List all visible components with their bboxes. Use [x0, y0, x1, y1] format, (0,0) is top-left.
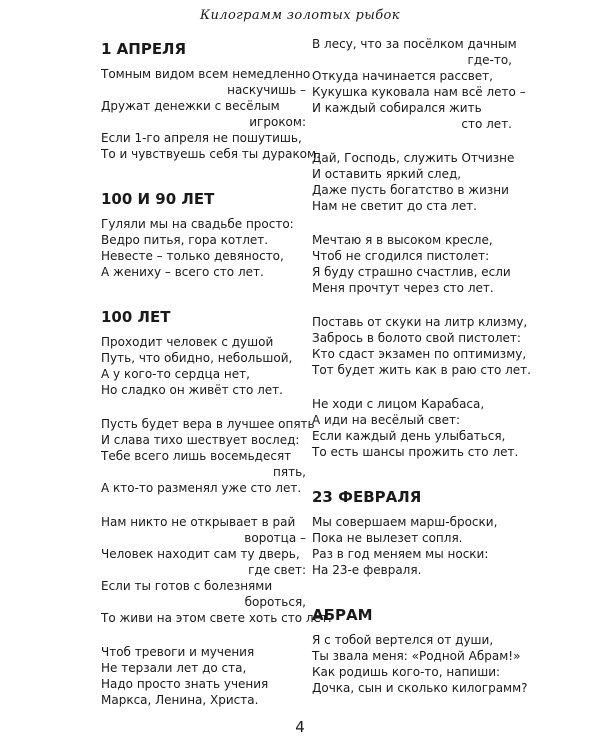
poem-line: Кто сдаст экзамен по оптимизму, [312, 347, 527, 361]
poem-line: А жениху – всего сто лет. [101, 265, 264, 279]
poem-line: Дружат денежки с весёлым [101, 99, 280, 113]
poem-line: где свет: [248, 563, 306, 577]
section-title-abram: АБРАМ [312, 606, 373, 624]
poem-line: Я с тобой вертелся от души, [312, 633, 494, 647]
poem-line: Гуляли мы на свадьбе просто: [101, 217, 294, 231]
poem-line: Тот будет жить как в раю сто лет. [312, 363, 531, 377]
poem-stanza [101, 66, 320, 162]
poem-line: И оставить яркий след, [312, 167, 462, 181]
section-title-1-aprelya: 1 АПРЕЛЯ [101, 40, 187, 58]
poem-line: Заброcь в болото свой пистолет: [312, 331, 521, 345]
poem-line: бороться, [244, 595, 306, 609]
poem-line: Путь, что обидно, небольшой, [101, 351, 293, 365]
poem-line: И каждый собирался жить [312, 101, 482, 115]
poem-line: В лесу, что за посёлком дачным [312, 37, 517, 51]
poem-line: наскучишь – [227, 83, 306, 97]
poem-line: А иди на весёлый свет: [312, 413, 461, 427]
poem-line: И слава тихо шествует вослед: [101, 433, 300, 447]
poem-line: Человек находит сам ту дверь, [101, 547, 300, 561]
poem-line: То и чувствуешь себя ты дураком. [101, 147, 320, 161]
poem-line: Пока не вылезет сопля. [312, 531, 463, 545]
poem-line: Ты звала меня: «Родной Абрам!» [312, 649, 521, 663]
poem-stanza [312, 232, 512, 296]
right-column [312, 36, 531, 714]
poem-line: Томным видом всем немедленно [101, 67, 311, 81]
poem-line: игроком: [249, 115, 306, 129]
poem-stanza [312, 36, 526, 132]
section-title-100-let: 100 ЛЕТ [101, 308, 171, 326]
poem-line: Но сладко он живёт сто лет. [101, 383, 283, 397]
poem-line: Кукушка куковала нам всё лето – [312, 85, 526, 99]
poem-stanza [312, 632, 528, 696]
poem-stanza [312, 396, 519, 460]
poem-line: Откуда начинается рассвет, [312, 69, 493, 83]
poem-line: Даже пусть богатство в жизни [312, 183, 509, 197]
left-column [101, 36, 332, 726]
poem-line: Поставь от скуки на литр клизму, [312, 315, 528, 329]
poem-stanza [101, 334, 306, 398]
poem-line: Тебе всего лишь восемьдесят [101, 449, 292, 463]
poem-stanza [312, 514, 512, 578]
poem-stanza [312, 314, 531, 378]
poem-line: На 23-е февраля. [312, 563, 422, 577]
poem-line: Маркса, Ленина, Христа. [101, 693, 259, 707]
poem-line: где-то, [467, 53, 512, 67]
poem-stanza [101, 416, 315, 496]
poem-line: Мечтаю я в высоком кресле, [312, 233, 493, 247]
poem-line: Дай, Господь, служить Отчизне [312, 151, 515, 165]
poem-line: Пусть будет вера в лучшее опять [101, 417, 315, 431]
poem-line: Если каждый день улыбаться, [312, 429, 506, 443]
poem-line: Ведро питья, гора котлет. [101, 233, 269, 247]
poem-line: Раз в год меняем мы носки: [312, 547, 489, 561]
poem-line: Я буду страшно счастлив, если [312, 265, 511, 279]
poem-line: Чтоб не сгодился пистолет: [312, 249, 490, 263]
poem-line: Как родишь кого-то, напиши: [312, 665, 501, 679]
poem-line: пять, [273, 465, 306, 479]
poem-stanza [101, 644, 306, 708]
poem-line: Меня прочтут через сто лет. [312, 281, 494, 295]
page-number: 4 [295, 718, 305, 736]
poem-line: Нам не светит до ста лет. [312, 199, 477, 213]
section-title-100-i-90-let: 100 И 90 ЛЕТ [101, 190, 215, 208]
poem-line: Чтоб тревоги и мучения [101, 645, 255, 659]
section-title-23-fevralya: 23 ФЕВРАЛЯ [312, 488, 422, 506]
poem-line: Если ты готов с болезнями [101, 579, 273, 593]
poem-line: А у кого-то сердца нет, [101, 367, 250, 381]
poem-line: Проходит человек с душой [101, 335, 274, 349]
poem-stanza [312, 150, 515, 214]
poem-line: Не терзали лет до ста, [101, 661, 247, 675]
poem-line: Надо просто знать учения [101, 677, 269, 691]
poem-line: сто лет. [461, 117, 512, 131]
poem-line: А кто-то разменял уже сто лет. [101, 481, 302, 495]
poem-line: То живи на этом свете хоть сто лет. [101, 611, 332, 625]
running-header: Килограмм золотых рыбок [200, 8, 400, 23]
poem-line: Нам никто не открывает в рай [101, 515, 296, 529]
poem-line: Мы совершаем марш-броски, [312, 515, 498, 529]
poem-line: Не ходи с лицом Карабаса, [312, 397, 485, 411]
poem-line: То есть шансы прожить сто лет. [312, 445, 519, 459]
poem-line: Невесте – только девяносто, [101, 249, 284, 263]
poem-line: Если 1-го апреля не пошутишь, [101, 131, 302, 145]
poem-stanza [101, 514, 332, 626]
poem-line: Дочка, сын и сколько килограмм? [312, 681, 528, 695]
poem-line: воротца – [244, 531, 306, 545]
poem-stanza [101, 216, 306, 280]
